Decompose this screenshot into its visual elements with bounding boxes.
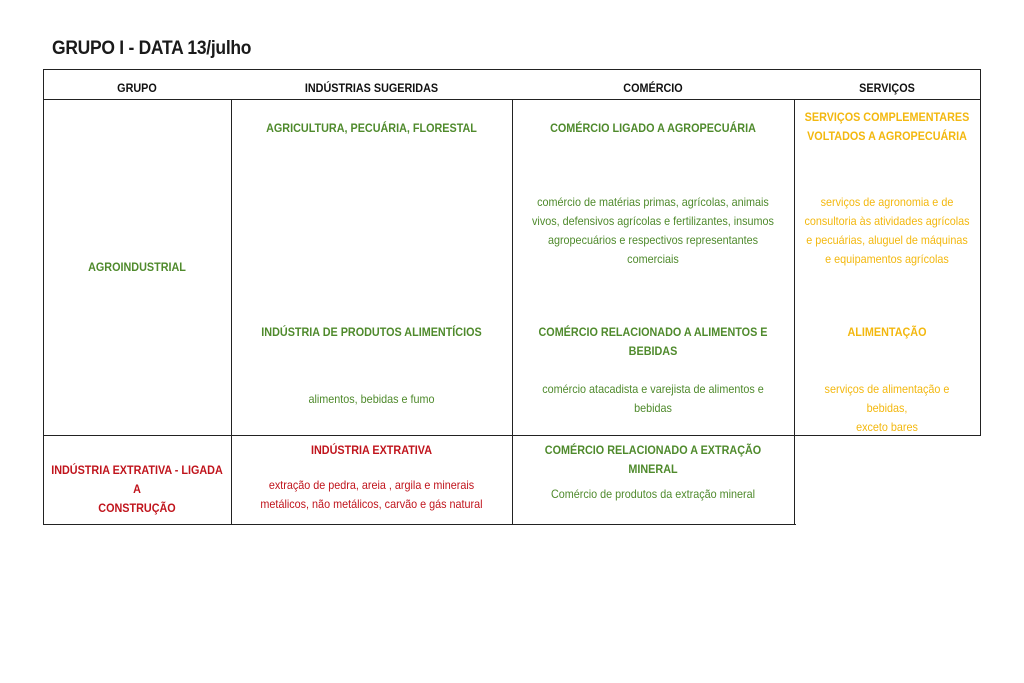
- services-agro-desc: serviços de agronomia e de consultoria às atividades agrícolas e pecuárias, aluguel de máquinas e equipamentos agrícolas: [804, 195, 970, 266]
- group-extrativa: INDÚSTRIA EXTRATIVA - LIGADA A CONSTRUÇÃO: [51, 463, 223, 515]
- table-border-col3: [794, 99, 795, 525]
- industry-extrativa-desc: extração de pedra, areia , argila e minerais metálicos, não metálicos, carvão e gás natural: [260, 478, 483, 511]
- table-border-col2: [512, 99, 513, 525]
- commerce-alimentos-desc: comércio atacadista e varejista de alimentos e bebidas: [542, 382, 764, 415]
- header-grupo: GRUPO: [117, 81, 157, 95]
- services-alimentacao-desc: serviços de alimentação e bebidas, exceto bares: [824, 382, 950, 434]
- page-title: GRUPO I - DATA 13/julho: [52, 38, 252, 59]
- services-alimentacao-title: ALIMENTAÇÃO: [847, 325, 927, 339]
- commerce-extracao-desc: Comércio de produtos da extração mineral: [550, 487, 756, 501]
- table-border-bottom: [43, 524, 796, 525]
- table-border-col1: [231, 99, 232, 525]
- services-agro-title: SERVIÇOS COMPLEMENTARES VOLTADOS A AGROPECUÁRIA: [804, 110, 970, 143]
- table-border-left: [43, 69, 44, 525]
- industry-alimenticios-title: INDÚSTRIA DE PRODUTOS ALIMENTÍCIOS: [261, 325, 482, 339]
- table-border-right: [980, 69, 981, 436]
- industry-alimenticios-desc: alimentos, bebidas e fumo: [308, 392, 435, 406]
- header-comercio: COMÉRCIO: [623, 81, 683, 95]
- header-industrias: INDÚSTRIAS SUGERIDAS: [304, 81, 439, 95]
- industry-extrativa-title: INDÚSTRIA EXTRATIVA: [310, 443, 432, 457]
- commerce-agro-title: COMÉRCIO LIGADO A AGROPECUÁRIA: [550, 121, 756, 135]
- commerce-agro-desc: comércio de matérias primas, agrícolas, animais vivos, defensivos agrícolas e fertilizantes, insumos agropecuários e respectivos representantes comerciais: [532, 195, 774, 266]
- group-agroindustrial: AGROINDUSTRIAL: [88, 260, 186, 274]
- commerce-alimentos-title: COMÉRCIO RELACIONADO A ALIMENTOS E BEBIDAS: [538, 325, 768, 358]
- industry-agricultura-title: AGRICULTURA, PECUÁRIA, FLORESTAL: [266, 121, 477, 135]
- header-servicos: SERVIÇOS: [859, 81, 915, 95]
- table-border-top: [43, 69, 981, 70]
- commerce-extracao-title: COMÉRCIO RELACIONADO A EXTRAÇÃO MINERAL: [544, 443, 762, 476]
